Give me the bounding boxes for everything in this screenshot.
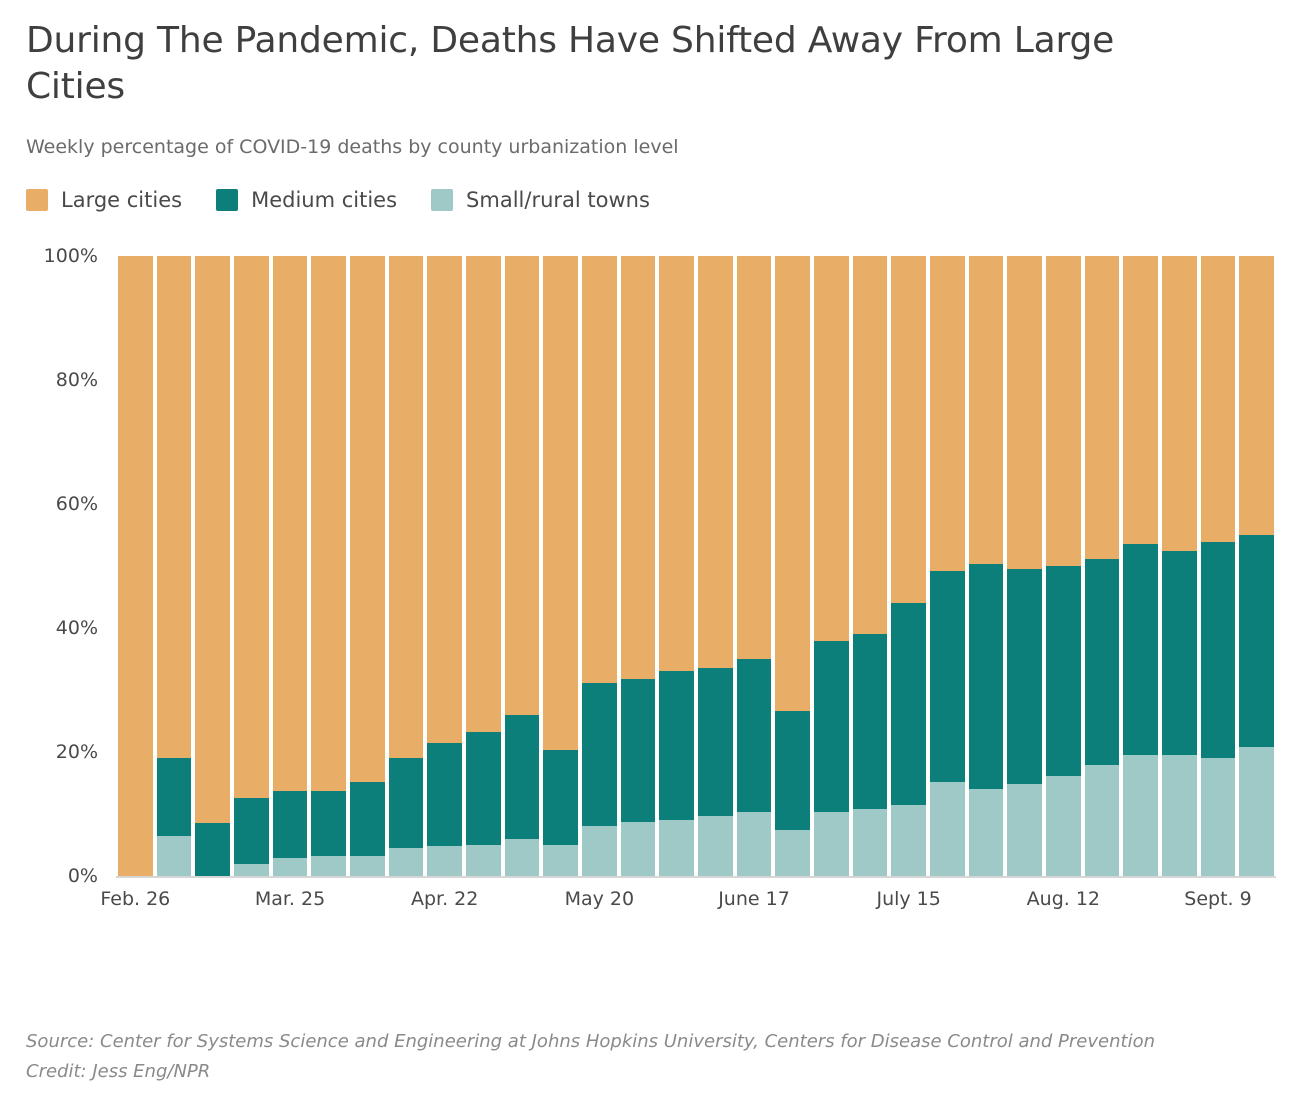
bar-segment — [659, 671, 694, 820]
y-axis-tick-label: 40% — [55, 617, 98, 640]
bar-segment — [814, 641, 849, 812]
x-axis-tick-label: Feb. 26 — [100, 888, 171, 911]
bar-segment — [1123, 755, 1158, 876]
bar-column[interactable] — [1044, 256, 1083, 876]
bar-segment — [621, 256, 656, 679]
bar-segment — [659, 256, 694, 671]
bar-column[interactable] — [696, 256, 735, 876]
bar-column[interactable] — [580, 256, 619, 876]
bar-segment — [543, 256, 578, 750]
bar-column[interactable] — [1005, 256, 1044, 876]
bar-column[interactable] — [541, 256, 580, 876]
legend-swatch-icon — [26, 189, 48, 211]
bar-column[interactable] — [967, 256, 1006, 876]
bar-segment — [350, 782, 385, 856]
bar-segment — [234, 256, 269, 798]
bar-segment — [775, 256, 810, 711]
bar-segment — [157, 256, 192, 758]
bar-segment — [930, 571, 965, 782]
bar-segment — [389, 256, 424, 758]
x-axis-tick-label: July 15 — [876, 888, 941, 911]
bar-column[interactable] — [116, 256, 155, 876]
bar-segment — [1201, 542, 1236, 758]
bar-series-container — [116, 256, 1276, 876]
bar-segment — [1046, 256, 1081, 565]
legend-label: Small/rural towns — [466, 188, 650, 213]
bar-segment — [814, 256, 849, 641]
bar-segment — [737, 812, 772, 876]
chart-legend — [26, 188, 1276, 212]
bar-segment — [621, 679, 656, 822]
bar-column[interactable] — [309, 256, 348, 876]
bar-column[interactable] — [773, 256, 812, 876]
bar-column[interactable] — [271, 256, 310, 876]
bar-segment — [505, 256, 540, 715]
bar-segment — [969, 564, 1004, 788]
bar-segment — [891, 603, 926, 805]
legend-item — [26, 188, 182, 212]
bar-segment — [969, 789, 1004, 876]
x-axis-tick-label: Sept. 9 — [1184, 888, 1252, 911]
bar-segment — [582, 256, 617, 683]
bar-segment — [157, 758, 192, 836]
bar-segment — [466, 845, 501, 876]
bar-segment — [1085, 765, 1120, 876]
bar-segment — [1162, 551, 1197, 756]
bar-segment — [427, 256, 462, 743]
bar-segment — [118, 256, 153, 876]
bar-column[interactable] — [193, 256, 232, 876]
bar-segment — [582, 826, 617, 876]
bar-segment — [853, 809, 888, 877]
legend-item — [431, 188, 650, 212]
bar-segment — [621, 822, 656, 876]
source-note: Source: Center for Systems Science and Engineering at Johns Hopkins University, Centers for Disease Control and Prevention — [26, 1030, 1155, 1052]
bar-segment — [1239, 535, 1274, 747]
bar-segment — [698, 668, 733, 816]
bar-segment — [930, 782, 965, 876]
bar-segment — [389, 758, 424, 848]
bar-segment — [1085, 559, 1120, 765]
bar-column[interactable] — [1237, 256, 1276, 876]
bar-column[interactable] — [425, 256, 464, 876]
bar-segment — [505, 715, 540, 839]
bar-segment — [853, 634, 888, 808]
x-axis-tick-label: May 20 — [564, 888, 635, 911]
bar-column[interactable] — [155, 256, 194, 876]
bar-segment — [273, 858, 308, 877]
bar-segment — [1007, 784, 1042, 876]
plot-wrapper — [26, 245, 1276, 916]
bar-segment — [427, 743, 462, 847]
bar-segment — [195, 823, 230, 876]
bar-column[interactable] — [1083, 256, 1122, 876]
bar-segment — [1239, 747, 1274, 876]
x-axis-tick-label: Mar. 25 — [254, 888, 326, 911]
bar-segment — [1085, 256, 1120, 559]
bar-segment — [1123, 256, 1158, 544]
bar-segment — [234, 864, 269, 876]
credit-note: Credit: Jess Eng/NPR — [26, 1061, 211, 1083]
y-axis — [26, 245, 110, 888]
x-axis-tick-label: Aug. 12 — [1026, 888, 1101, 911]
bar-segment — [234, 798, 269, 864]
bar-column[interactable] — [889, 256, 928, 876]
bar-segment — [157, 836, 192, 876]
bar-segment — [930, 256, 965, 570]
legend-swatch-icon — [216, 189, 238, 211]
bar-column[interactable] — [348, 256, 387, 876]
bar-segment — [1046, 566, 1081, 776]
y-axis-tick-label: 20% — [55, 741, 98, 764]
bar-column[interactable] — [464, 256, 503, 876]
bar-segment — [969, 256, 1004, 564]
bar-column[interactable] — [928, 256, 967, 876]
bar-segment — [775, 830, 810, 876]
bar-segment — [1046, 776, 1081, 876]
bar-column[interactable] — [1199, 256, 1238, 876]
bar-segment — [543, 845, 578, 877]
bar-column[interactable] — [812, 256, 851, 876]
y-axis-tick-label: 0% — [67, 865, 98, 888]
bar-segment — [853, 256, 888, 634]
bar-column[interactable] — [619, 256, 658, 876]
bar-segment — [195, 256, 230, 823]
bar-segment — [1201, 256, 1236, 542]
bar-segment — [1007, 256, 1042, 569]
chart-subtitle: Weekly percentage of COVID-19 deaths by county urbanization level — [26, 136, 679, 159]
bar-column[interactable] — [232, 256, 271, 876]
bar-segment — [891, 805, 926, 876]
legend-item — [216, 188, 397, 212]
bar-segment — [350, 256, 385, 782]
bar-segment — [1123, 544, 1158, 755]
bar-segment — [543, 750, 578, 844]
bar-segment — [737, 659, 772, 812]
legend-swatch-icon — [431, 189, 453, 211]
bar-segment — [737, 256, 772, 659]
bar-segment — [311, 856, 346, 876]
bar-segment — [466, 732, 501, 845]
bar-segment — [659, 820, 694, 876]
bar-column[interactable] — [387, 256, 426, 876]
plot-area — [116, 256, 1276, 878]
chart-footer — [26, 1027, 1276, 1088]
bar-segment — [466, 256, 501, 732]
bar-column[interactable] — [657, 256, 696, 876]
bar-segment — [1007, 569, 1042, 784]
bar-segment — [311, 256, 346, 791]
bar-segment — [427, 846, 462, 876]
bar-column[interactable] — [851, 256, 890, 876]
bar-segment — [891, 256, 926, 603]
page-title: During The Pandemic, Deaths Have Shifted Away From Large Cities — [26, 20, 1115, 108]
bar-segment — [814, 812, 849, 876]
bar-segment — [273, 256, 308, 790]
y-axis-tick-label: 60% — [55, 493, 98, 516]
x-axis — [100, 880, 1276, 920]
bar-column[interactable] — [1160, 256, 1199, 876]
x-axis-tick-label: Apr. 22 — [410, 888, 479, 911]
bar-segment — [273, 791, 308, 858]
bar-segment — [582, 683, 617, 826]
bar-column[interactable] — [1121, 256, 1160, 876]
legend-label: Large cities — [61, 188, 183, 213]
bar-segment — [698, 816, 733, 876]
bar-column[interactable] — [503, 256, 542, 876]
y-axis-tick-label: 100% — [43, 245, 98, 268]
bar-segment — [350, 856, 385, 876]
bar-segment — [1239, 256, 1274, 535]
bar-segment — [1201, 758, 1236, 876]
bar-segment — [505, 839, 540, 876]
bar-segment — [1162, 755, 1197, 876]
bar-column[interactable] — [735, 256, 774, 876]
bar-segment — [389, 848, 424, 877]
y-axis-tick-label: 80% — [55, 369, 98, 392]
bar-segment — [698, 256, 733, 668]
legend-label: Medium cities — [251, 188, 398, 213]
bar-segment — [311, 791, 346, 855]
x-axis-tick-label: June 17 — [718, 888, 790, 911]
bar-segment — [775, 711, 810, 830]
bar-segment — [1162, 256, 1197, 551]
